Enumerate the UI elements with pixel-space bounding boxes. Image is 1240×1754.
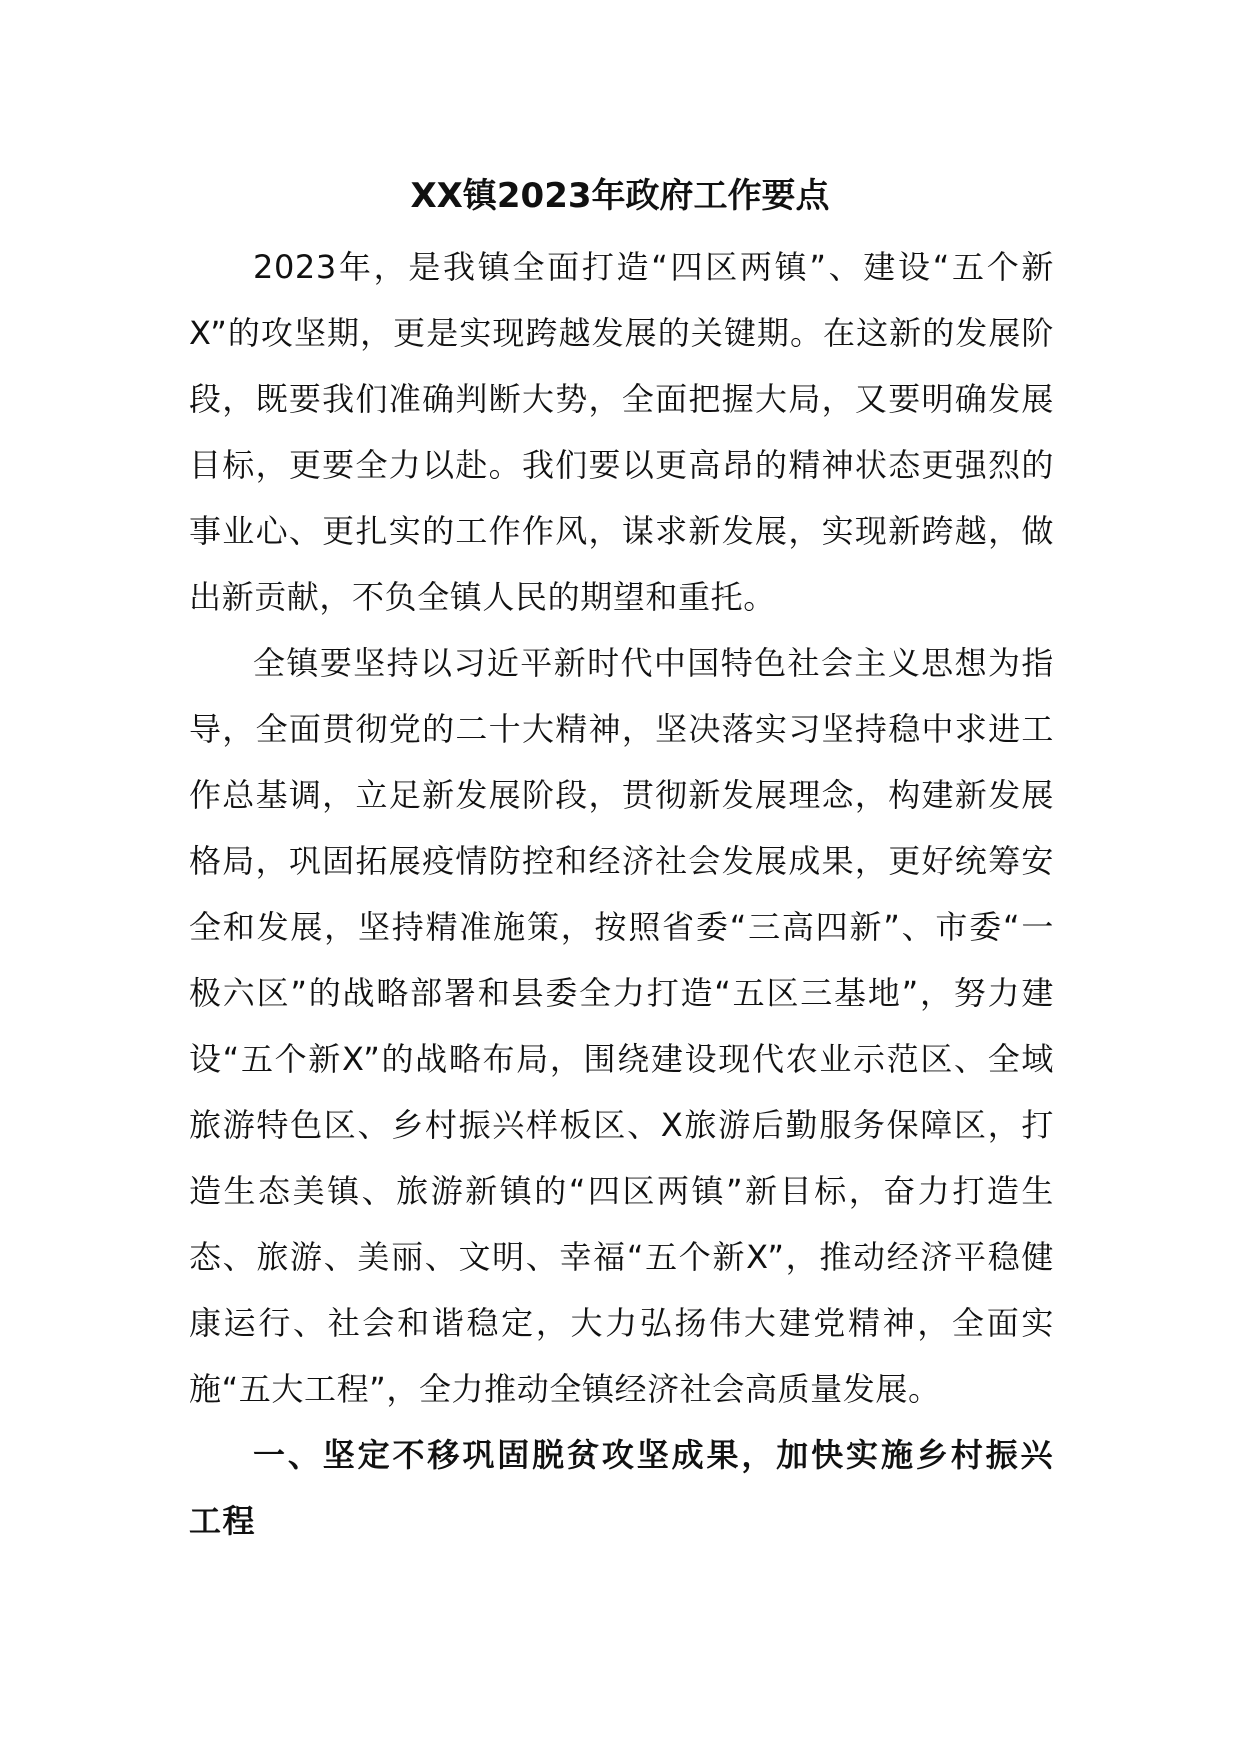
paragraph-intro: 2023年，是我镇全面打造“四区两镇”、建设“五个新X”的攻坚期，更是实现跨越发展的关键期。在这新的发展阶段，既要我们准确判断大势，全面把握大局，又要明确发展目标，更要全力以赴。我们要以更高昂的精神状态更强烈的事业心、更扎实的工作作风，谋求新发展，实现新跨越，做出新贡献，不负全镇人民的期望和重托。 (189, 248, 1054, 616)
section-heading-1: 一、坚定不移巩固脱贫攻坚成果，加快实施乡村振兴工程 (189, 1436, 1054, 1540)
document-title: XX镇2023年政府工作要点 (410, 176, 830, 216)
document-body (189, 234, 1054, 1554)
paragraph-guiding-principles: 全镇要坚持以习近平新时代中国特色社会主义思想为指导，全面贯彻党的二十大精神，坚决落实习坚持稳中求进工作总基调，立足新发展阶段，贯彻新发展理念，构建新发展格局，巩固拓展疫情防控和经济社会发展成果，更好统筹安全和发展，坚持精准施策，按照省委“三高四新”、市委“一极六区”的战略部署和县委全力打造“五区三基地”，努力建设“五个新X”的战略布局，围绕建设现代农业示范区、全域旅游特色区、乡村振兴样板区、X旅游后勤服务保障区，打造生态美镇、旅游新镇的“四区两镇”新目标，奋力打造生态、旅游、美丽、文明、幸福“五个新X”，推动经济平稳健康运行、社会和谐稳定，大力弘扬伟大建党精神，全面实施“五大工程”，全力推动全镇经济社会高质量发展。 (189, 644, 1054, 1408)
